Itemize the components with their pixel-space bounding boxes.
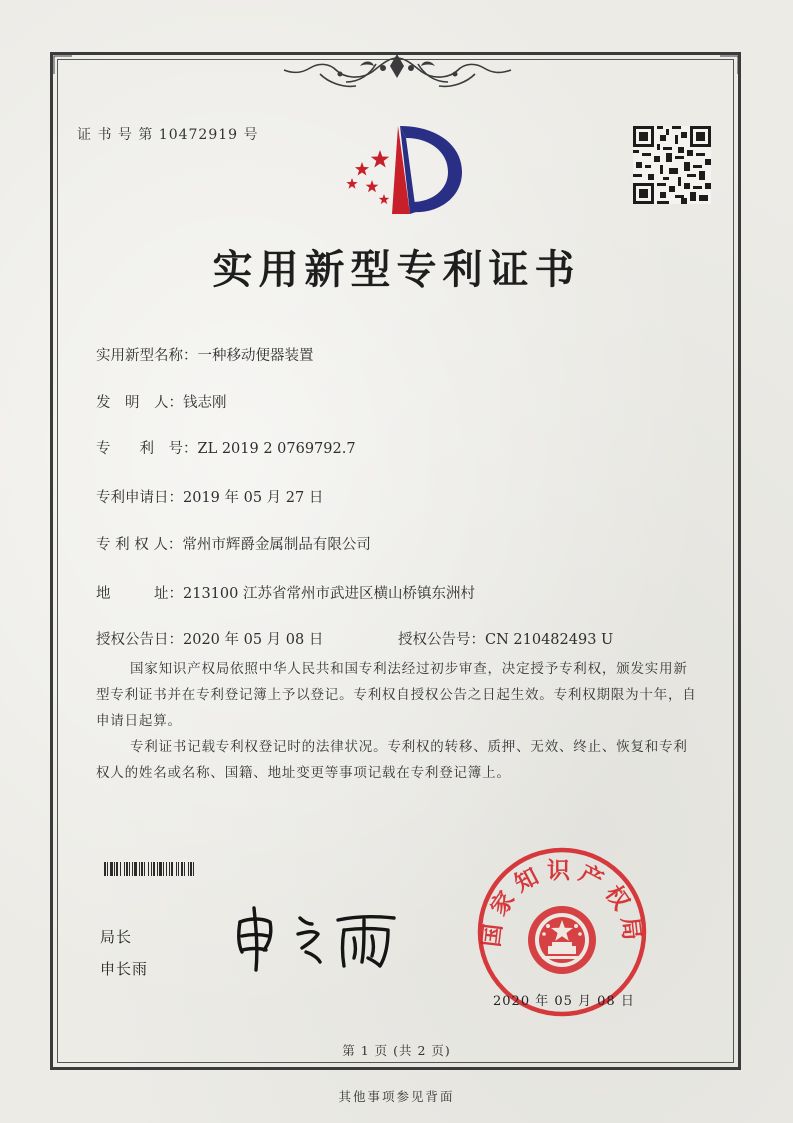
grant-statement-paragraph: 国家知识产权局依照中华人民共和国专利法经过初步审查，决定授予专利权，颁发实用新型专利证书并在专利登记簿上予以登记。专利权自授权公告之日起生效。专利权期限为十年，自申请日起算。 bbox=[96, 661, 697, 729]
barcode-bar bbox=[153, 862, 155, 876]
field-grant-number bbox=[398, 628, 613, 649]
field-patentee bbox=[96, 533, 371, 554]
field-label: 专 利 权 人： bbox=[96, 537, 183, 553]
field-label: 地 址： bbox=[96, 586, 183, 602]
barcode-bar bbox=[166, 862, 167, 876]
barcode-bar bbox=[188, 862, 189, 876]
field-value: 一种移动便器装置 bbox=[197, 348, 314, 364]
certificate-title: 实用新型专利证书 bbox=[212, 246, 581, 293]
field-label: 授权公告日： bbox=[96, 632, 183, 648]
field-value: CN 210482493 U bbox=[485, 632, 614, 648]
barcode-bar bbox=[169, 862, 170, 876]
official-title: 局长 bbox=[100, 928, 133, 946]
barcode-bar bbox=[126, 862, 128, 876]
seal-text: 国家知识产权局 bbox=[478, 858, 646, 949]
qr-code-icon bbox=[633, 126, 711, 204]
barcode-bar bbox=[181, 862, 183, 876]
field-address bbox=[96, 582, 475, 603]
field-value: 2019 年 05 月 27 日 bbox=[183, 490, 324, 506]
barcode-bar bbox=[151, 862, 152, 876]
barcode-bar bbox=[110, 862, 113, 876]
corner-ornament-icon bbox=[718, 54, 740, 76]
official-name: 申长雨 bbox=[100, 960, 149, 978]
field-label: 实用新型名称： bbox=[96, 348, 198, 364]
patent-office-logo-icon bbox=[340, 120, 465, 220]
barcode-bar bbox=[176, 862, 177, 876]
top-ornament-icon bbox=[280, 52, 515, 94]
seal-date: 2020 年 05 月 08 日 bbox=[493, 994, 635, 1009]
barcode-bar bbox=[124, 862, 125, 876]
field-label: 授权公告号： bbox=[398, 632, 485, 648]
field-utility-model-name bbox=[96, 344, 314, 365]
page-number: 第 1 页 (共 2 页) bbox=[342, 1043, 451, 1058]
barcode-bar bbox=[190, 862, 192, 876]
field-value: 213100 江苏省常州市武进区横山桥镇东洲村 bbox=[183, 586, 475, 602]
barcode-bar bbox=[171, 862, 173, 876]
certificate-number: 证 书 号 第 10472919 号 bbox=[77, 127, 259, 143]
barcode-bar bbox=[104, 862, 106, 876]
barcode-bar bbox=[134, 862, 137, 876]
barcode-bar bbox=[178, 862, 179, 876]
legal-status-paragraph: 专利证书记载专利权登记时的法律状况。专利权的转移、质押、无效、终止、恢复和专利权人的姓名或名称、国籍、地址变更等事项记载在专利登记簿上。 bbox=[96, 739, 688, 781]
handwritten-signature bbox=[228, 900, 403, 975]
field-label: 专利申请日： bbox=[96, 490, 183, 506]
barcode-bar bbox=[157, 862, 158, 876]
field-inventor bbox=[96, 391, 227, 412]
field-filing-date bbox=[96, 486, 323, 507]
barcode-icon bbox=[104, 862, 300, 876]
barcode-bar bbox=[129, 862, 130, 876]
barcode-bar bbox=[114, 862, 115, 876]
barcode-bar bbox=[116, 862, 118, 876]
barcode-bar bbox=[184, 862, 185, 876]
barcode-bar bbox=[107, 862, 108, 876]
barcode-bar bbox=[141, 862, 143, 876]
field-label: 专 利 号： bbox=[96, 441, 198, 457]
corner-ornament-icon bbox=[52, 54, 74, 76]
barcode-bar bbox=[132, 862, 133, 876]
barcode-bar bbox=[148, 862, 149, 876]
field-value: 常州市辉爵金属制品有限公司 bbox=[182, 537, 371, 553]
field-patent-number bbox=[96, 437, 356, 458]
barcode-bar bbox=[144, 862, 145, 876]
barcode-bar bbox=[159, 862, 162, 876]
field-label: 发 明 人： bbox=[96, 395, 183, 411]
barcode-bar bbox=[120, 862, 121, 876]
barcode-bar bbox=[193, 862, 194, 876]
field-value: 钱志刚 bbox=[183, 395, 227, 411]
field-value: 2020 年 05 月 08 日 bbox=[183, 632, 324, 648]
field-value: ZL 2019 2 0769792.7 bbox=[197, 441, 356, 457]
barcode-bar bbox=[139, 862, 140, 876]
footer-note: 其他事项参见背面 bbox=[338, 1089, 455, 1104]
barcode-bar bbox=[163, 862, 164, 876]
field-grant-date bbox=[96, 628, 323, 649]
